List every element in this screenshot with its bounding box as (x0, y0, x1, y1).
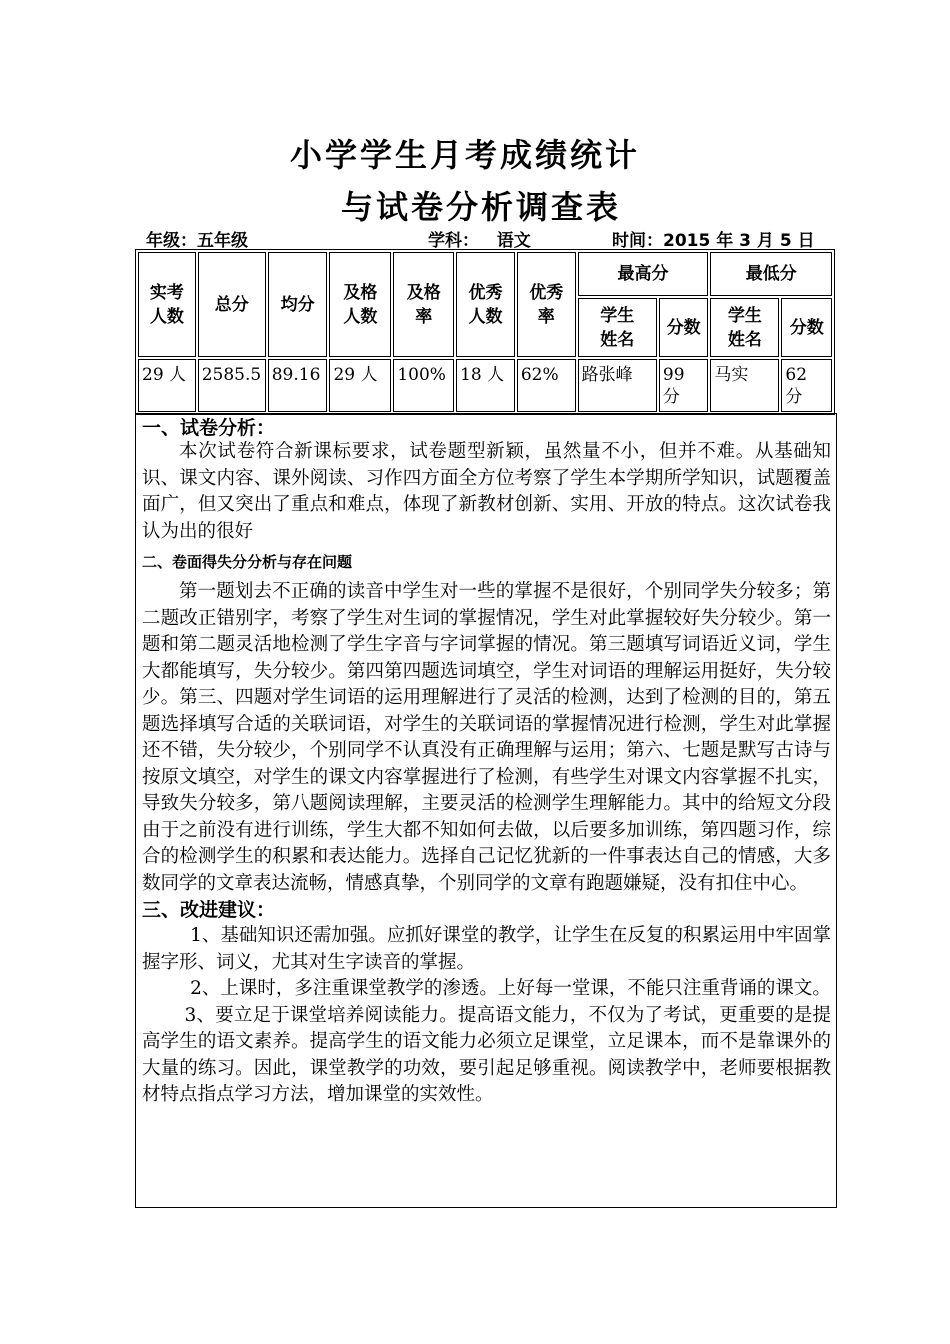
cell-actual-count: 29 人 (138, 359, 196, 412)
section2-text: 第一题划去不正确的读音中学生对一些的掌握不是很好，个别同学失分较多；第二题改正错别字，考察了学生对生词的掌握情况，学生对此掌握较好失分较少。第一题和第二题灵活地检测了学生字音与字词掌握的情况。第三题填写词语近义词，学生大都能填写，失分较少。第四第四题选词填空，学生对词语的理解运用挺好，失分较少。第三、四题对学生词语的运用理解进行了灵活的检测，达到了检测的目的，第五题选择填写合适的关联词语，对学生的关联词语的掌握情况进行检测，学生对此掌握还不错，失分较少，个别同学不认真没有正确理解与运用；第六、七题是默写古诗与按原文填空，对学生的课文内容掌握进行了检测，有些学生对课文内容掌握不扎实，导致失分较多，第八题阅读理解，主要灵活的检测学生理解能力。其中的给短文分段由于之前没有进行训练，学生大都不知如何去做，以后要多加训练，第四题习作，综合的检测学生的积累和表达能力。选择自己记忆犹新的一件事表达自己的情感，大多数同学的文章表达流畅，情感真挚，个别同学的文章有跑题嫌疑，没有扣住中心。 (142, 581, 831, 894)
suggestion-3: 3、要立足于课堂培养阅读能力。提高语文能力，不仅为了考试，更重要的是提高学生的语文素养。提高学生的语文能力必须立足课堂，立足课本，而不是靠课外的大量的练习。因此，课堂教学的功效，要引起足够重视。阅读教学中，老师要根据教材特点指点学习方法，增加课堂的实效性。 (142, 1004, 831, 1105)
page-title-line2: 与试卷分析调查表 (340, 188, 621, 226)
cell-pass-rate: 100% (393, 359, 454, 412)
header-highest-name: 学生姓名 (578, 298, 657, 357)
cell-pass-count: 29 人 (329, 359, 391, 412)
cell-lowest-score: 62 分 (781, 359, 832, 412)
header-excellent-count: 优秀人数 (456, 252, 515, 357)
subject-label: 学科： 语文 (428, 231, 531, 251)
analysis-section (135, 413, 837, 1208)
grade-label: 年级：五年级 (146, 231, 248, 251)
header-total: 总分 (198, 252, 266, 357)
cell-excellent-rate: 62% (517, 359, 576, 412)
header-pass-rate: 及格率 (393, 252, 454, 357)
section1-text: 本次试卷符合新课标要求，试卷题型新颖，虽然量不小，但并不难。从基础知识、课文内容、课外阅读、习作四方面全方位考察了学生本学期所学知识，试题覆盖面广，但又突出了重点和难点，体现了新教材创新、实用、开放的特点。这次试卷我认为出的很好 (142, 441, 831, 542)
cell-excellent-count: 18 人 (456, 359, 515, 412)
date-label: 时间：2015 年 3 月 5 日 (612, 231, 815, 251)
section2-title: 二、卷面得失分分析与存在问题 (142, 553, 353, 571)
suggestion-1: 1、基础知识还需加强。应抓好课堂的教学，让学生在反复的积累运用中牢固掌握字形、词义，尤其对生字读音的掌握。 (142, 925, 831, 973)
cell-highest-score: 99 分 (659, 359, 708, 412)
header-excellent-rate: 优秀率 (517, 252, 576, 357)
cell-total: 2585.5 (198, 359, 266, 412)
header-highest-score: 分数 (659, 298, 708, 357)
section3-title: 三、改进建议： (142, 899, 276, 921)
header-lowest-name: 学生姓名 (710, 298, 779, 357)
score-stats-table (135, 249, 835, 415)
cell-highest-name: 路张峰 (578, 359, 657, 412)
section1-title: 一、试卷分析： (142, 417, 276, 439)
header-average: 均分 (268, 252, 328, 357)
header-lowest: 最低分 (710, 252, 832, 296)
header-lowest-score: 分数 (781, 298, 832, 357)
header-actual-count: 实考人数 (138, 252, 196, 357)
cell-average: 89.16 (268, 359, 328, 412)
header-pass-count: 及格人数 (329, 252, 391, 357)
header-highest: 最高分 (578, 252, 709, 296)
suggestion-2: 2、上课时，多注重课堂教学的渗透。上好每一堂课，不能只注重背诵的课文。 (190, 978, 831, 999)
cell-lowest-name: 马实 (710, 359, 779, 412)
page-title-line1: 小学学生月考成绩统计 (289, 136, 640, 174)
